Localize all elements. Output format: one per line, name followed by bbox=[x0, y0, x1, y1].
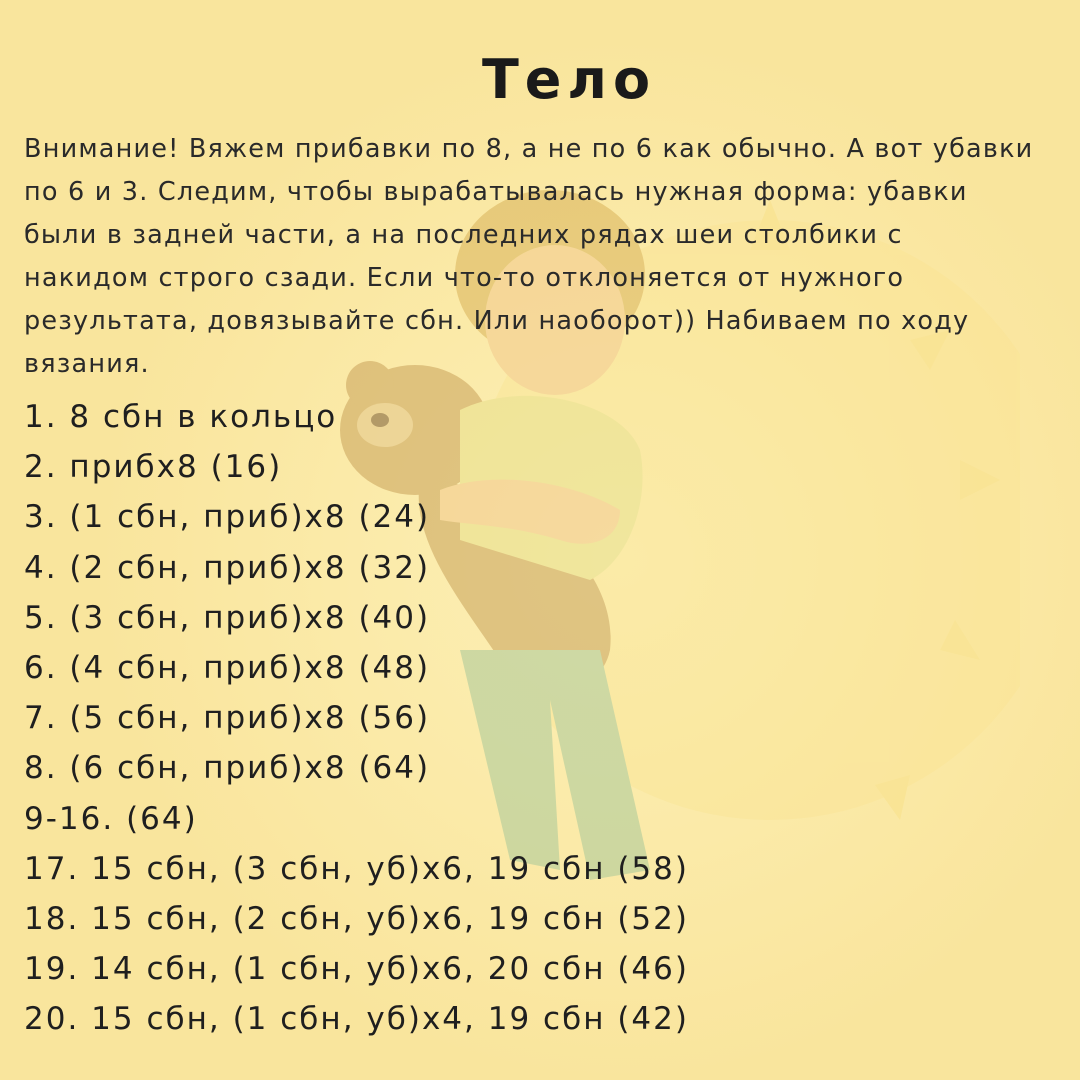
pattern-step: 5. (3 сбн, приб)х8 (40) bbox=[24, 599, 431, 636]
pattern-step: 4. (2 сбн, приб)х8 (32) bbox=[24, 549, 431, 586]
intro-paragraph: Внимание! Вяжем прибавки по 8, а не по 6 как обычно. А вот убавки по 6 и 3. Следим, чтобы вырабатывалась нужная форма: убавки были в задней части, а на последних рядах шеи столбики с накидом строго сзади. Если что-то отклоняется от нужного результата, довязывайте сбн. Или наоборот)) Набиваем по ходу вязания. bbox=[24, 134, 1034, 379]
page-title: Тело bbox=[481, 48, 657, 111]
pattern-step: 1. 8 сбн в кольцо bbox=[24, 399, 338, 435]
pattern-step: 9-16. (64) bbox=[24, 800, 198, 837]
pattern-card bbox=[24, 40, 1064, 1045]
pattern-step: 6. (4 сбн, приб)х8 (48) bbox=[24, 650, 431, 687]
pattern-step: 2. прибх8 (16) bbox=[24, 449, 283, 486]
pattern-step: 3. (1 сбн, приб)х8 (24) bbox=[24, 499, 431, 536]
pattern-steps-list bbox=[24, 392, 1064, 1045]
pattern-step: 19. 14 сбн, (1 сбн, уб)х6, 20 сбн (46) bbox=[24, 951, 689, 988]
pattern-step: 20. 15 сбн, (1 сбн, уб)х4, 19 сбн (42) bbox=[24, 1001, 689, 1038]
pattern-step: 18. 15 сбн, (2 сбн, уб)х6, 19 сбн (52) bbox=[24, 901, 689, 938]
pattern-step: 17. 15 сбн, (3 сбн, уб)х6, 19 сбн (58) bbox=[24, 850, 689, 887]
pattern-step: 8. (6 сбн, приб)х8 (64) bbox=[24, 750, 431, 787]
pattern-step: 7. (5 сбн, приб)х8 (56) bbox=[24, 700, 431, 737]
